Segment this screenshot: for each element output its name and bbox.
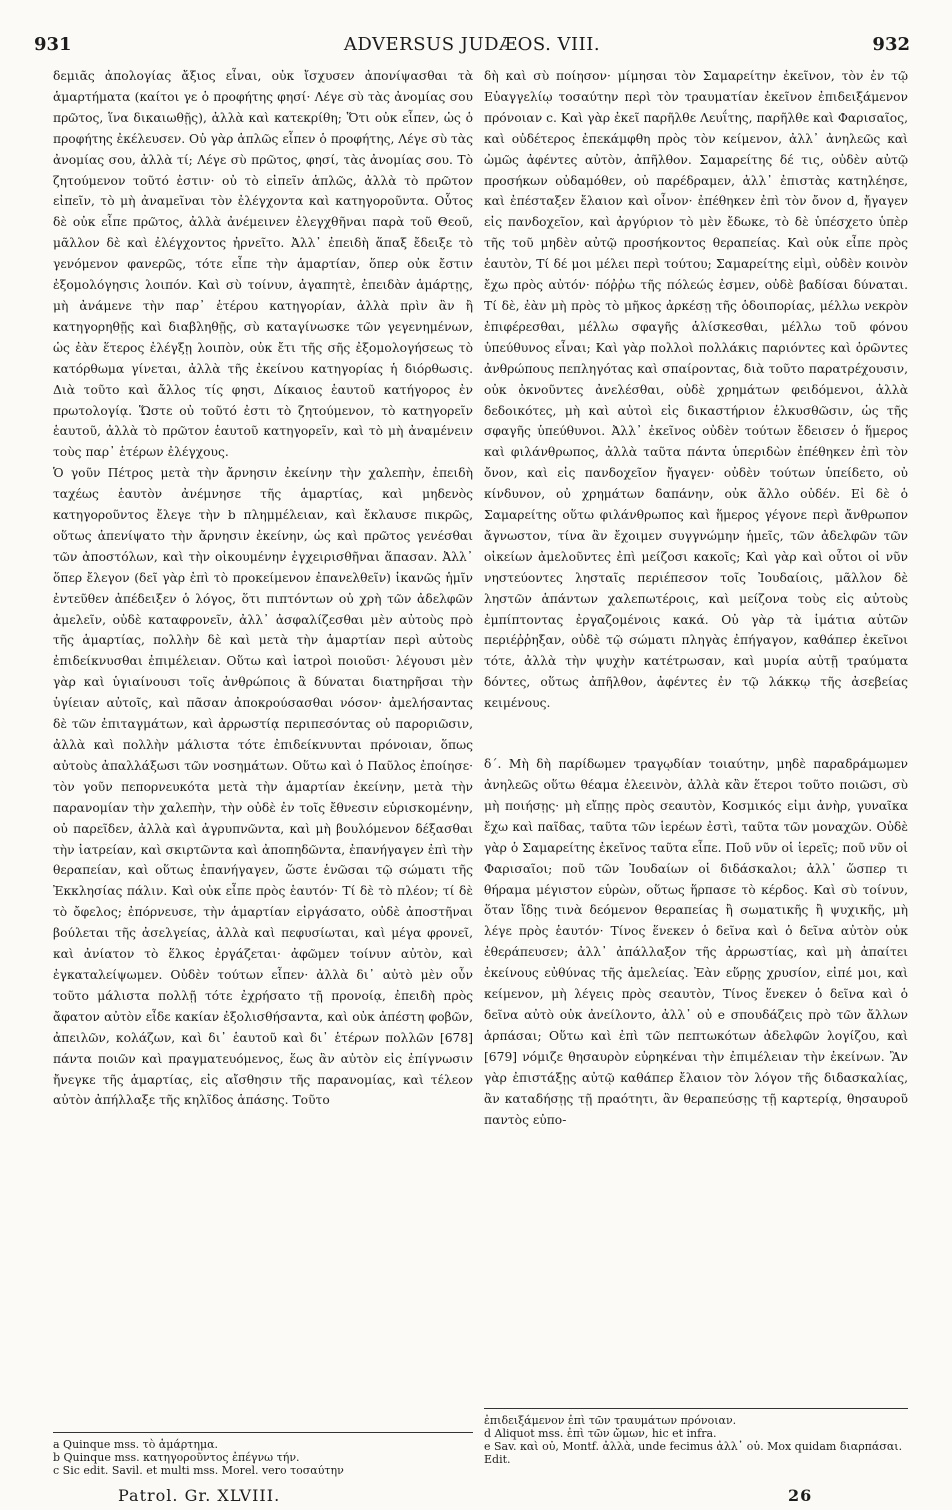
paragraph: Ὁ γοῦν Πέτρος μετὰ τὴν ἄρνησιν ἐκείνην τὴν χαλεπὴν, ἐπειδὴ ταχέως ἑαυτὸν ἀνέμνησε τῆς ἁμαρτίας, καὶ μηδενὸς κατηγοροῦντος ἔλεγε τὴν b πλημμέλειαν, καὶ ἔκλαυσε πικρῶς, οὕτως ἀπενίψατο τὴν ἄρνησιν ἐκείνην, ὡς καὶ πρῶτος γενέσθαι τῶν ἀποστόλων, καὶ τὴν οἰκουμένην ἐγχειρισθῆναι ἅπασαν. Ἀλλ᾽ ὅπερ ἔλεγον (δεῖ γὰρ ἐπὶ τὸ προκείμενον ἐπανελθεῖν) ἱκανῶς ἡμῖν ἐντεῦθεν ἀπέδειξεν ὁ λόγος, ὅτι πιπτόντων οὐ χρὴ τῶν ἀδελφῶν ἀμελεῖν, οὐδὲ καταφρονεῖν, ἀλλ᾽ ἀσφαλίζεσθαι μὲν αὐτοὺς πρὸ τῆς ἁμαρτίας, πολλὴν δὲ καὶ μετὰ τὴν ἁμαρτίαν περὶ αὐτοὺς ἐπιδείκνυσθαι ἐπιμέλειαν. Οὕτω καὶ ἰατροὶ ποιοῦσι· λέγουσι μὲν γὰρ καὶ ὑγιαίνουσι τοῖς ἀνθρώποις ἃ δύναται διατηρῆσαι τὴν ὑγίειαν αὐτοῖς, καὶ πᾶσαν ἀποκρούσασθαι νόσον· ἀμελήσαντας δὲ τῶν ἐπιταγμάτων, καὶ ἀρρωστίᾳ περιπεσόντας οὐ παροριῶσιν, ἀλλὰ καὶ πολλὴν μάλιστα τότε ἐπιδείκνυνται πρόνοιαν, ὅπως αὐτοὺς ἀπαλλάξωσι τῶν νοσημάτων. Οὕτω καὶ ὁ Παῦλος ἐποίησε· τὸν γοῦν πεπορνευκότα μετὰ τὴν ἁμαρτίαν ἐκείνην, μετὰ τὴν παρανομίαν τὴν χαλεπὴν, τὴν οὐδὲ ἐν τοῖς ἔθνεσιν εὑρισκομένην, οὐ παρεῖδεν, ἀλλὰ καὶ ἀγρυπνῶντα, καὶ μὴ βουλόμενον δέξασθαι τὴν ἰατρείαν, καὶ σκιρτῶντα καὶ ἀποπηδῶντα, ἐπανήγαγεν ἐπὶ τὴν θεραπείαν, καὶ οὕτως ἐπανήγαγεν, ὥστε ἑνῶσαι τῷ σώματι τῆς Ἐκκλησίας πάλιν. Καὶ οὐκ εἶπε πρὸς ἑαυτόν· Τί δὲ τὸ πλέον; τί δὲ τὸ ὄφελος; ἐπόρνευσε, τὴν ἁμαρτίαν εἰργάσατο, οὐδὲ ἀποστῆναι βούλεται τῆς ἀσελγείας, ἀλλὰ καὶ πεφυσίωται, καὶ μέγα φρονεῖ, καὶ ἀνίατον τὸ ἕλκος ἐργάζεται· ἀφῶμεν τοίνυν αὐτὸν, καὶ ἐγκαταλείψωμεν. Οὐδὲν τούτων εἶπεν· ἀλλὰ δι᾽ αὐτὸ μὲν οὖν τοῦτο μάλιστα πολλῇ τότε ἐχρήσατο τῇ προνοίᾳ, ἐπειδὴ πρὸς ἄφατον αὐτὸν εἶδε κακίαν ἐξολισθήσαντα, καὶ οὐκ ἀπέστη φοβῶν, ἀπειλῶν, κολάζων, καὶ δι᾽ ἑαυτοῦ καὶ δι᾽ ἑτέρων πολλῶν [678] πάντα ποιῶν καὶ πραγματευόμενος, ἕως ἂν αὐτὸν εἰς ἐπίγνωσιν ἤνεγκε τῆς ἁμαρτίας, εἰς αἴσθησιν τῆς παρανομίας, καὶ τέλεον αὐτὸν ἀπήλλαξε τῆς κηλῖδος ἁπάσης. Τοῦτο <box>53 466 473 1108</box>
right-text-column <box>484 66 908 1130</box>
footnote-divider <box>53 1432 473 1433</box>
footnote: e Sav. καὶ οὐ, Montf. ἀλλὰ, unde fecimus ἀλλ᾽ οὐ. Mox quidam διαρπάσαι. Edit. <box>484 1440 903 1466</box>
volume-signature: Patrol. Gr. XLVIII. <box>118 1486 281 1505</box>
signature-number: 26 <box>788 1486 813 1505</box>
footnote: ἐπιδειξάμενον ἐπὶ τῶν τραυμάτων πρόνοιαν. <box>484 1414 737 1427</box>
footnote-divider <box>484 1408 908 1409</box>
paragraph: δὴ καὶ σὺ ποίησον· μίμησαι τὸν Σαμαρείτην ἐκεῖνον, τὸν ἐν τῷ Εὐαγγελίῳ τοσαύτην περὶ τὸν τραυματίαν ἐκεῖνον ἐπιδειξάμενον πρόνοιαν c. Καὶ γὰρ ἐκεῖ παρῆλθε Λευΐτης, παρῆλθε καὶ Φαρισαῖος, καὶ οὐδέτερος ἐπεκάμφθη πρὸς τὸν κείμενον, ἀλλ᾽ ἀνηλεῶς καὶ ὠμῶς ἀφέντες αὐτὸν, ἀπῆλθον. Σαμαρείτης δέ τις, οὐδὲν αὐτῷ προσήκων οὐδαμόθεν, οὐ παρέδραμεν, ἀλλ᾽ ἐπιστὰς κατηλέησε, καὶ ἐπέσταξεν ἔλαιον καὶ οἶνον· ἐπέθηκεν ἐπὶ τὸν ὄνον d, ἤγαγεν εἰς πανδοχεῖον, καὶ ἀργύριον τὸ μὲν ἔδωκε, τὸ δὲ ὑπέσχετο ὑπὲρ τῆς τοῦ μηδὲν αὐτῷ προσήκοντος θεραπείας. Καὶ οὐκ εἶπε πρὸς ἑαυτὸν, Τί δέ μοι μέλει περὶ τούτου; Σαμαρείτης εἰμὶ, οὐδὲν κοινὸν ἔχω πρὸς αὐτόν· πόῤῥω τῆς πόλεώς ἐσμεν, οὐδὲ βαδίσαι δύναται. Τί δὲ, ἐὰν μὴ πρὸς τὸ μῆκος ἀρκέσῃ τῆς ὁδοιπορίας, μέλλω νεκρὸν ἐπιφέρεσθαι, μέλλω σφαγῆς ἁλίσκεσθαι, μέλλω τοῦ φόνου ὑπεύθυνος εἶναι; Καὶ γὰρ πολλοὶ πολλάκις παριόντες καὶ ὁρῶντες ἀνθρώπους πεπληγότας καὶ σπαίροντας, διὰ τοῦτο παρατρέχουσιν, οὐκ ὀκνοῦντες ἀνελέσθαι, οὐδὲ χρημάτων φειδόμενοι, ἀλλὰ δεδοικότες, μὴ καὶ αὐτοὶ εἰς δικαστήριον ἑλκυσθῶσιν, ὡς τῆς σφαγῆς ὑπεύθυνοι. Ἀλλ᾽ ἐκεῖνος οὐδὲν τούτων ἔδεισεν ὁ ἥμερος καὶ φιλάνθρωπος, ἀλλὰ ταῦτα πάντα ὑπεριδὼν ἐπέθηκεν ἐπὶ τὸν ὄνον, καὶ εἰς πανδοχεῖον ἤγαγεν· οὐδὲν τούτων ὑπείδετο, οὐ κίνδυνον, οὐ χρημάτων δαπάνην, οὐκ ἄλλο οὐδέν. Εἰ δὲ ὁ Σαμαρείτης οὕτω φιλάνθρωπος καὶ ἥμερος γέγονε περὶ ἄνθρωπον ἄγνωστον, τίνα ἂν ἔχοιμεν συγγνώμην ἡμεῖς, τῶν ἀδελφῶν τῶν οἰκείων ἀμελοῦντες ἐπὶ μείζοσι κακοῖς; Καὶ γὰρ καὶ οὗτοι οἱ νῦν νηστεύοντες λησταῖς περιέπεσον τοῖς Ἰουδαίοις, μᾶλλον δὲ ληστῶν ἁπάντων χαλεπωτέροις, καὶ μείζονα τοὺς εἰς αὐτοὺς ἐμπίπτοντας ἐργαζομένοις κακά. Οὐ γὰρ τὰ ἱμάτια αὐτῶν περιέῤῥηξαν, οὐδὲ τῷ σώματι πληγὰς ἐπήγαγον, καθάπερ ἐκεῖνοι τότε, ἀλλὰ τὴν ψυχὴν κατέτρωσαν, καὶ μυρία αὐτῇ τραύματα δόντες, οὕτως ἀπῆλθον, ἀφέντες ἐν τῷ λάκκῳ τῆς ἀσεβείας κειμένους. <box>484 69 908 711</box>
footnote: d Aliquot mss. ἐπὶ τῶν ὤμων, hic et infra. <box>484 1427 717 1440</box>
paragraph: δεμιᾶς ἀπολογίας ἄξιος εἶναι, οὐκ ἴσχυσεν ἀπονίψασθαι τὰ ἁμαρτήματα (καίτοι γε ὁ προφήτης φησί· Λέγε σὺ τὰς ἀνομίας σου πρῶτος, ἵνα δικαιωθῇς), ἀλλὰ καὶ κατεκρίθη; Ὅτι οὐκ εἶπεν, ὡς ὁ προφήτης ἐκέλευσεν. Οὐ γὰρ ἁπλῶς εἶπεν ὁ προφήτης, Λέγε σὺ τὰς ἀνομίας σου, ἀλλὰ τί; Λέγε σὺ πρῶτος, φησί, τὰς ἀνομίας σου. Τὸ ζητούμενον τοῦτό ἐστιν· οὐ τὸ εἰπεῖν ἁπλῶς, ἀλλὰ τὸ πρῶτον εἰπεῖν, τὸ μὴ ἀναμεῖναι τὸν ἐλέγχοντα καὶ κατηγοροῦντα. Οὗτος δὲ οὐκ εἶπε πρῶτος, ἀλλὰ ἀνέμεινεν ἐλεγχθῆναι παρὰ τοῦ Θεοῦ, μᾶλλον δὲ καὶ ἐλέγχοντος ἠρνεῖτο. Ἀλλ᾽ ἐπειδὴ ἅπαξ ἔδειξε τὸ γενόμενον φανερῶς, τότε εἶπε τὴν ἁμαρτίαν, ὅπερ οὐκ ἔστιν ἐξομολόγησις λοιπόν. Καὶ σὺ τοίνυν, ἀγαπητὲ, ἐπειδὰν ἁμάρτῃς, μὴ ἀνάμενε τὴν παρ᾽ ἑτέρου κατηγορίαν, ἀλλὰ πρὶν ἂν ἢ κατηγορηθῇς καὶ διαβληθῇς, σὺ καταγίνωσκε τῶν γεγενημένων, ὡς ἐὰν ἕτερος ἐλέγξῃ λοιπὸν, οὐκ ἔτι τῆς σῆς ἐξομολογήσεως τὸ κατόρθωμα γίνεται, ἀλλὰ τῆς ἐκείνου κατηγορίας ἡ διόρθωσις. Διὰ τοῦτο καὶ ἄλλος τίς φησι, Δίκαιος ἑαυτοῦ κατήγορος ἐν πρωτολογίᾳ. Ὥστε οὐ τοῦτό ἐστι τὸ ζητούμενον, τὸ κατηγορεῖν ἑαυτοῦ, ἀλλὰ τὸ πρῶτον ἑαυτοῦ κατηγορεῖν, καὶ τὸ μὴ ἀναμένειν τοὺς παρ᾽ ἑτέρων ἐλέγχους. <box>53 69 473 460</box>
left-text-column <box>53 66 473 1111</box>
footnote: b Quinque mss. κατηγοροῦντος ἐπέγνω τήν. <box>53 1451 300 1464</box>
right-page-number: 932 <box>872 34 910 55</box>
footnotes-left <box>53 1438 473 1477</box>
footnote: c Sic edit. Savil. et multi mss. Morel. vero τοσαύτην <box>53 1464 344 1477</box>
page-header <box>34 34 910 58</box>
section-paragraph: δ΄. Μὴ δὴ παρίδωμεν τραγῳδίαν τοιαύτην, μηδὲ παραδράμωμεν ἀνηλεῶς οὕτω θέαμα ἐλεεινὸν, ἀλλὰ κἂν ἕτεροι τοῦτο ποιῶσι, σὺ μὴ ποιήσῃς· μὴ εἴπῃς πρὸς σεαυτὸν, Κοσμικός εἰμι ἀνὴρ, γυναῖκα ἔχω καὶ παῖδας, ταῦτα τῶν ἱερέων ἐστὶ, ταῦτα τῶν μοναχῶν. Οὐδὲ γὰρ ὁ Σαμαρείτης ἐκεῖνος ταῦτα εἶπε. Ποῦ νῦν οἱ ἱερεῖς; ποῦ νῦν οἱ Φαρισαῖοι; ποῦ τῶν Ἰουδαίων οἱ διδάσκαλοι; ἀλλ᾽ ὥσπερ τι θήραμα μέγιστον εὑρὼν, οὕτως ἥρπασε τὸ κέρδος. Καὶ σὺ τοίνυν, ὅταν ἴδῃς τινὰ δεόμενον θεραπείας ἢ σωματικῆς ἢ ψυχικῆς, μὴ λέγε πρὸς ἑαυτόν· Τίνος ἕνεκεν ὁ δεῖνα καὶ ὁ δεῖνα αὐτὸν οὐκ ἐθεράπευσεν; ἀλλ᾽ ἀπάλλαξον τῆς ἀρρωστίας, καὶ μὴ ἀπαίτει ἐκείνους εὐθύνας τῆς ἀμελείας. Ἐὰν εὕρῃς χρυσίον, εἰπέ μοι, καὶ κείμενον, μὴ λέγεις πρὸς σεαυτὸν, Τίνος ἕνεκεν ὁ δεῖνα καὶ ὁ δεῖνα αὐτὸ οὐκ ἀνείλοντο, ἀλλ᾽ οὐ e σπουδάζεις πρὸ τῶν ἄλλων ἁρπάσαι; Οὕτω καὶ ἐπὶ τῶν πεπτωκότων ἀδελφῶν λογίζου, καὶ [679] νόμιζε θησαυρὸν εὑρηκέναι τὴν ἐπιμέλειαν τὴν ἐκείνων. Ἂν γὰρ ἐπιστάξῃς αὐτῷ καθάπερ ἔλαιον τὸν λόγον τῆς διδασκαλίας, ἂν καταδήσῃς τῇ πραότητι, ἂν θεραπεύσῃς τῇ καρτερίᾳ, θησαυροῦ παντὸς εὐπο- <box>484 757 908 1127</box>
running-title: ADVERSUS JUDÆOS. VIII. <box>343 34 601 55</box>
footnote: a Quinque mss. τὸ ἁμάρτημα. <box>53 1438 219 1451</box>
footnotes-right <box>484 1414 908 1466</box>
left-page-number: 931 <box>34 34 72 55</box>
